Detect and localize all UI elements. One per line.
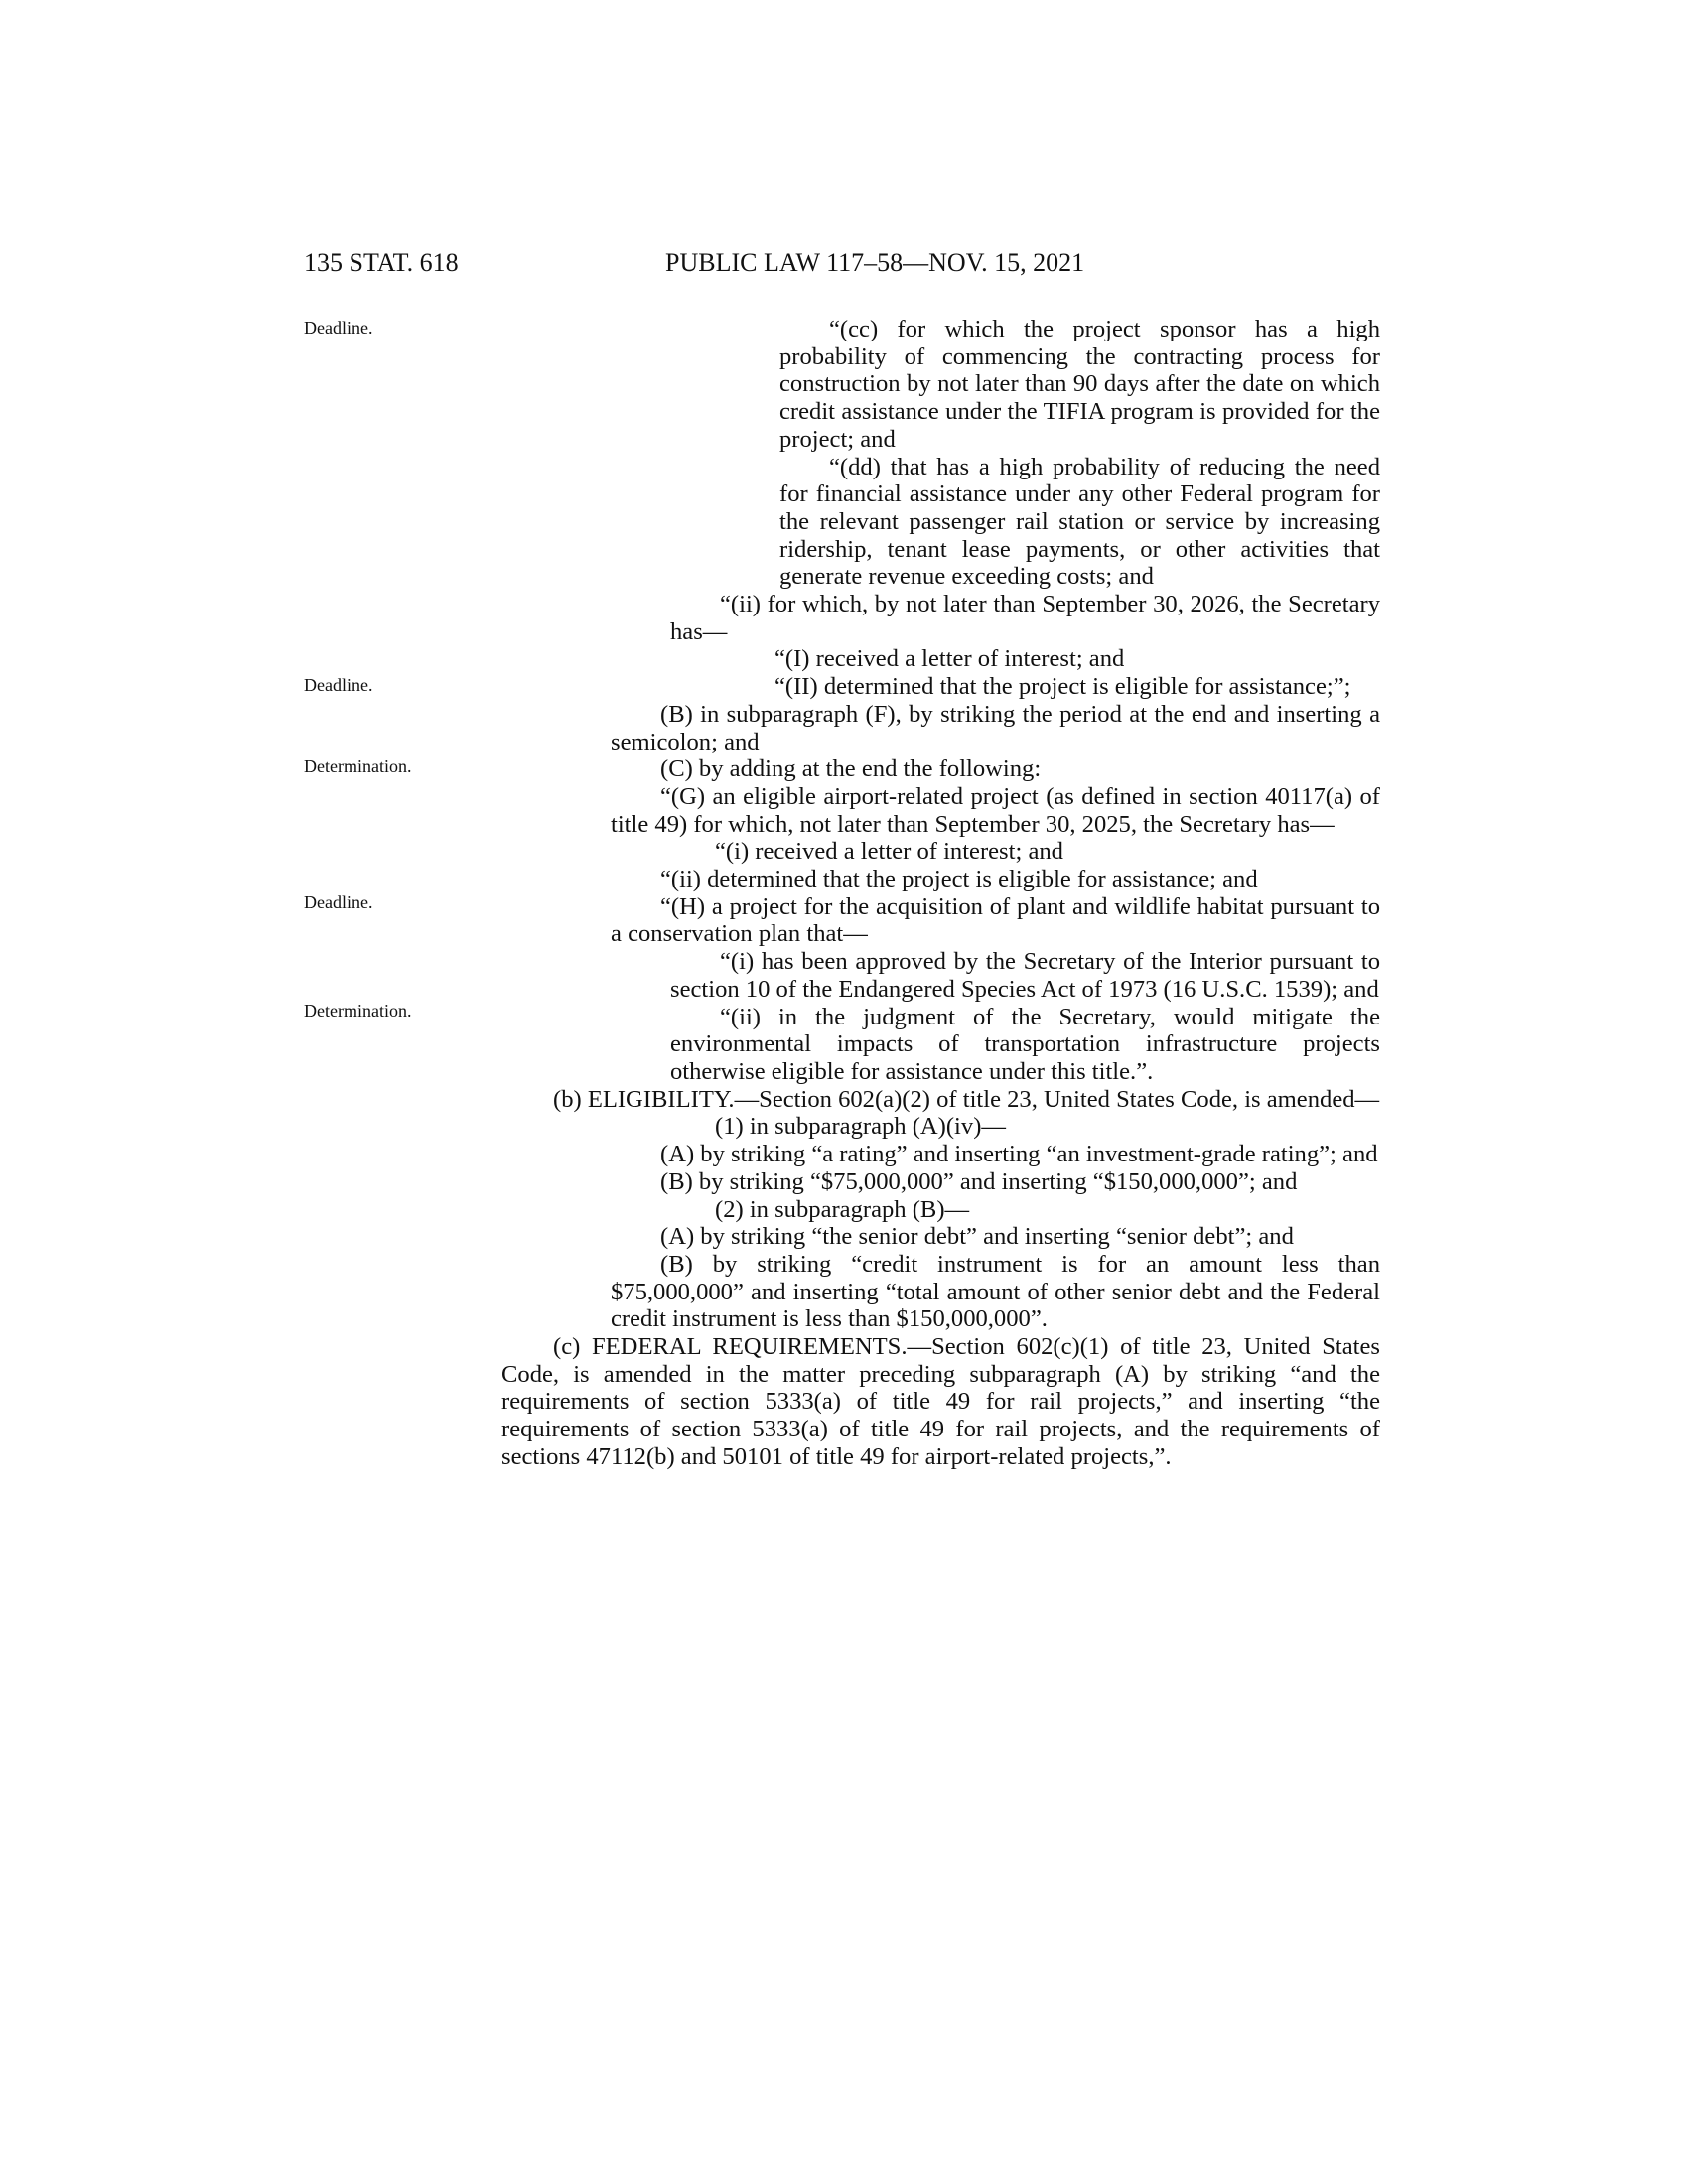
paragraph-G-ii: “(ii) determined that the project is eligible for assistance; and [660, 866, 1258, 893]
margin-note-deadline: Deadline. [304, 892, 373, 912]
paragraph-2-B: (B) by striking “credit instrument is for an amount less than $75,000,000” and inserting “total amount of other senior debt and the Federal credit instrument is less than $150,000,000”. [611, 1250, 1380, 1333]
law-title: PUBLIC LAW 117–58—NOV. 15, 2021 [665, 248, 1085, 277]
paragraph-2: (2) in subparagraph (B)— [715, 1195, 970, 1223]
paragraph-cc: “(cc) for which the project sponsor has a high probability of commencing the contracting process for construction by not later than 90 days after the date on which credit assistance under the TIFIA program is provided for the project; and [779, 316, 1380, 453]
paragraph-1: (1) in subparagraph (A)(iv)— [715, 1113, 1006, 1141]
paragraph-G-i: “(i) received a letter of interest; and [715, 838, 1063, 866]
paragraph-H-i: “(i) has been approved by the Secretary of the Interior pursuant to section 10 of the Endangered Species Act of 1973 (16 U.S.C. 1539); and [670, 948, 1380, 1003]
document-body [501, 316, 1380, 1471]
paragraph-I: “(I) received a letter of interest; and [774, 645, 1125, 673]
margin-note-determination: Determination. [304, 1001, 412, 1021]
paragraph-C: (C) by adding at the end the following: [660, 755, 1042, 783]
paragraph-ii: “(ii) for which, by not later than September 30, 2026, the Secretary has— [670, 591, 1380, 645]
margin-note-deadline: Deadline. [304, 675, 373, 695]
paragraph-II: “(II) determined that the project is eligible for assistance;”; [774, 673, 1351, 701]
paragraph-1-A: (A) by striking “a rating” and inserting “an investment-grade rating”; and [660, 1141, 1378, 1168]
paragraph-G: “(G) an eligible airport-related project (as defined in section 40117(a) of title 49) for which, not later than September 30, 2025, the Secretary has— [611, 782, 1380, 838]
subsection-b-eligibility: (b) ELIGIBILITY.—Section 602(a)(2) of title 23, United States Code, is amended— [553, 1085, 1380, 1113]
paragraph-H-ii: “(ii) in the judgment of the Secretary, would mitigate the environmental impacts of transportation infrastructure projects otherwise eligible for assistance under this title.”. [670, 1003, 1380, 1085]
paragraph-dd: “(dd) that has a high probability of reducing the need for financial assistance under any other Federal program for the relevant passenger rail station or service by increasing ridership, tenant lease payments, or other activities that generate revenue exceeding costs; and [779, 453, 1380, 591]
paragraph-H: “(H) a project for the acquisition of plant and wildlife habitat pursuant to a conservation plan that— [611, 892, 1380, 948]
margin-note-determination: Determination. [304, 756, 412, 776]
paragraph-B: (B) in subparagraph (F), by striking the period at the end and inserting a semicolon; and [611, 700, 1380, 755]
page-header [0, 248, 1688, 284]
paragraph-1-B: (B) by striking “$75,000,000” and inserting “$150,000,000”; and [660, 1167, 1298, 1195]
subsection-c-federal-requirements: (c) FEDERAL REQUIREMENTS.—Section 602(c)(1) of title 23, United States Code, is amended in the matter preceding subparagraph (A) by striking “and the requirements of section 5333(a) of title 49 for rail projects,” and inserting “the requirements of section 5333(a) of title 49 for rail projects, and the requirements of sections 47112(b) and 50101 of title 49 for airport-related projects,”. [501, 1333, 1380, 1470]
margin-note-deadline: Deadline. [304, 318, 373, 338]
page-reference: 135 STAT. 618 [304, 248, 459, 277]
paragraph-2-A: (A) by striking “the senior debt” and inserting “senior debt”; and [660, 1223, 1294, 1251]
